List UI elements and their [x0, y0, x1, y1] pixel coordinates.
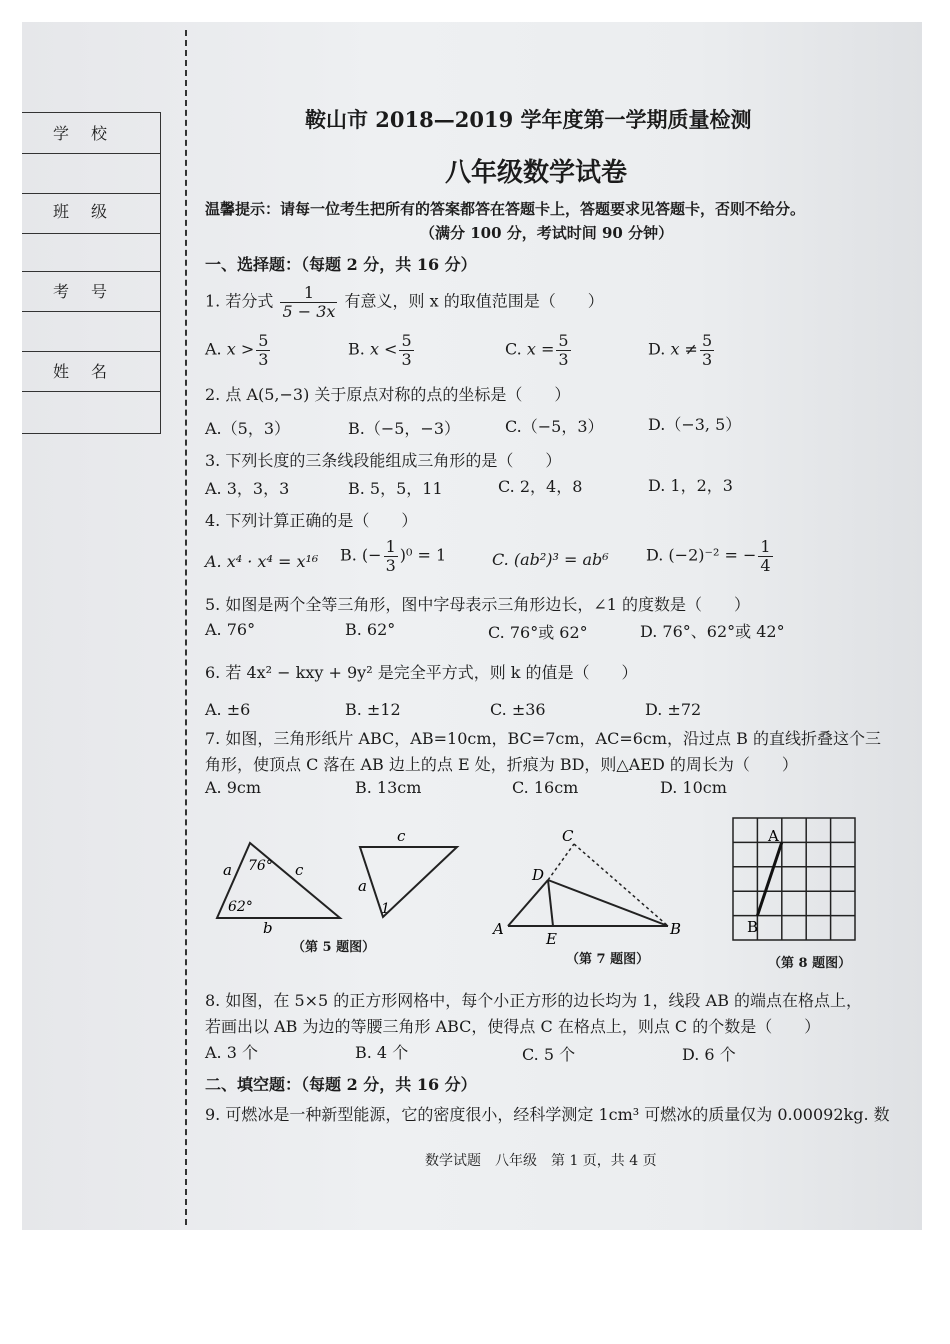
info-divider: [22, 233, 160, 234]
q1-option-d: [648, 332, 716, 368]
q1-option-b: [348, 332, 416, 368]
q1-b-lhs: x <: [369, 339, 398, 359]
q1-b-num: 5: [401, 331, 412, 350]
info-divider: [22, 351, 160, 352]
q1-c-lhs: x =: [526, 339, 555, 359]
q6-option-d: D. ±72: [645, 700, 702, 719]
q1-frac-den: 5 − 3x: [282, 301, 336, 321]
fig7-crease-bd: [548, 880, 668, 926]
info-divider: [22, 193, 160, 194]
q1-a-letter: A.: [205, 339, 222, 359]
q3-stem: 3. 下列长度的三条线段能组成三角形的是（ ）: [205, 451, 562, 470]
fig7-dashed-cb: [574, 844, 668, 926]
q1-d-num: 5: [701, 331, 713, 350]
q5-option-a: A. 76°: [205, 620, 256, 639]
q4-d-prefix: D. (−2)⁻² = −: [646, 545, 757, 565]
q1-c-letter: C.: [505, 339, 522, 359]
q1-d-den: 3: [701, 349, 713, 369]
fig5-right-a: a: [358, 877, 367, 895]
q1-c-frac: [556, 332, 570, 368]
q2-option-d: D.（−3, 5）: [648, 415, 742, 434]
q4-b-frac: [384, 538, 398, 574]
q8-option-a: A. 3 个: [205, 1043, 258, 1062]
fig5-caption: （第 5 题图）: [292, 940, 376, 955]
name-label: 姓名: [52, 362, 129, 381]
exam-number-label: 考号: [52, 282, 129, 301]
q7-option-d: D. 10cm: [660, 778, 727, 797]
q4-d-num: 1: [760, 537, 771, 556]
notice: 温馨提示：请每一位考生把所有的答案都答在答题卡上，答题要求见答题卡，否则不给分。: [205, 200, 806, 218]
q2-option-c: C.（−5，3）: [505, 417, 604, 436]
fig7-label-e: E: [546, 930, 557, 947]
fig5-right-one: 1: [381, 901, 390, 917]
q1-a-den: 3: [258, 349, 269, 369]
q4-b-den: 3: [385, 555, 396, 575]
q4-d-frac: [758, 538, 772, 574]
q8-option-c: C. 5 个: [522, 1045, 576, 1064]
q4-b-num: 1: [385, 537, 396, 556]
q4-option-c: C. (ab²)³ = ab⁶: [492, 550, 609, 569]
q7-stem-line2: 角形，使顶点 C 落在 AB 边上的点 E 处，折痕为 BD，则△AED 的周长为（ ）: [205, 755, 798, 774]
q1-a-num: 5: [258, 331, 269, 350]
q5-option-c: C. 76°或 62°: [488, 623, 588, 642]
fig7-line-de: [548, 880, 553, 926]
q1-b-frac: [399, 332, 413, 368]
q7-stem-line1: 7. 如图，三角形纸片 ABC，AB=10cm，BC=7cm，AC=6cm，沿过点 B 的直线折叠这个三: [205, 729, 881, 748]
figure-5: [205, 825, 475, 945]
q1-d-lhs: x ≠: [670, 339, 698, 359]
q4-option-a: A. x⁴ · x⁴ = x¹⁶: [205, 552, 319, 571]
q1-a-frac: [256, 332, 270, 368]
q3-option-b: B. 5，5，11: [348, 479, 443, 498]
fig7-label-d: D: [532, 866, 545, 884]
q3-option-d: D. 1，2，3: [648, 476, 733, 495]
section1-heading: 一、选择题：（每题 2 分，共 16 分）: [205, 255, 477, 274]
fig5-angle-top: 76°: [248, 858, 273, 874]
fig5-left-c: c: [295, 861, 304, 879]
fig5-left-b: b: [263, 919, 273, 937]
q3-option-c: C. 2，4，8: [498, 477, 583, 496]
q5-option-d: D. 76°、62°或 42°: [640, 622, 785, 641]
q2-option-a: A.（5，3）: [205, 419, 291, 438]
fig5-triangle-right: [360, 847, 457, 917]
q1-fraction: [280, 284, 337, 320]
q4-option-b: [340, 538, 446, 574]
fig5-angle-bottom: 62°: [228, 899, 253, 915]
q3-option-a: A. 3，3，3: [205, 479, 290, 498]
q8-stem-line1: 8. 如图，在 5×5 的正方形网格中，每个小正方形的边长均为 1，线段 AB 的端点在格点上，: [205, 991, 863, 1010]
q7-option-c: C. 16cm: [512, 778, 579, 797]
fig7-label-c: C: [562, 827, 574, 845]
fig8-label-b: B: [747, 918, 759, 936]
fig5-left-a: a: [223, 861, 232, 879]
q1-option-a: [205, 332, 272, 368]
info-divider: [22, 271, 160, 272]
q1-c-den: 3: [558, 349, 569, 369]
q1-frac-num: 1: [280, 284, 337, 303]
q4-b-suffix: )⁰ = 1: [399, 545, 447, 565]
info-divider: [22, 391, 160, 392]
fig8-label-a: A: [768, 827, 779, 845]
q4-d-den: 4: [760, 555, 771, 575]
q4-stem: 4. 下列计算正确的是（ ）: [205, 511, 418, 530]
page-footer: 数学试题 八年级 第 1 页，共 4 页: [425, 1153, 657, 1169]
q1-b-letter: B.: [348, 339, 365, 359]
q7-option-a: A. 9cm: [205, 778, 262, 797]
score-time: （满分 100 分，考试时间 90 分钟）: [420, 224, 674, 242]
student-info-box: [22, 112, 161, 434]
exam-subtitle: 八年级数学试卷: [445, 158, 628, 188]
q2-option-b: B.（−5，−3）: [348, 419, 461, 438]
fig7-label-b: B: [670, 920, 682, 938]
q4-b-prefix: B. (−: [340, 545, 382, 565]
fig7-dashed-dc: [548, 844, 574, 880]
info-divider: [22, 153, 160, 154]
q1-stem: [205, 284, 604, 320]
q6-option-b: B. ±12: [345, 700, 401, 719]
q6-option-c: C. ±36: [490, 700, 546, 719]
q1-a-lhs: x >: [226, 339, 255, 359]
section2-heading: 二、填空题：（每题 2 分，共 16 分）: [205, 1075, 477, 1094]
fig7-caption: （第 7 题图）: [566, 952, 650, 967]
q1-suffix: 有意义，则 x 的取值范围是（ ）: [344, 291, 604, 311]
q7-option-b: B. 13cm: [355, 778, 422, 797]
q1-c-num: 5: [558, 331, 569, 350]
q9-stem: 9. 可燃冰是一种新型能源，它的密度很小，经科学测定 1cm³ 可燃冰的质量仅为 0.00092kg. 数: [205, 1105, 890, 1124]
school-label: 学校: [52, 124, 129, 143]
q8-stem-line2: 若画出以 AB 为边的等腰三角形 ABC，使得点 C 在格点上，则点 C 的个数是（ ）: [205, 1017, 821, 1036]
q8-option-b: B. 4 个: [355, 1043, 409, 1062]
q4-option-d: [646, 538, 775, 574]
figure-7: [490, 822, 690, 947]
q1-option-c: [505, 332, 573, 368]
exam-title: 鞍山市 2018—2019 学年度第一学期质量检测: [305, 107, 752, 132]
fig7-side-ad: [508, 880, 548, 926]
fig7-label-a: A: [493, 920, 504, 938]
q2-stem: 2. 点 A(5,−3) 关于原点对称的点的坐标是（ ）: [205, 385, 571, 404]
q6-option-a: A. ±6: [205, 700, 251, 719]
q5-option-b: B. 62°: [345, 620, 396, 639]
fig5-right-c: c: [397, 827, 406, 845]
binding-line: [185, 30, 187, 1225]
q1-d-letter: D.: [648, 339, 666, 359]
q1-prefix: 1. 若分式: [205, 291, 274, 311]
q8-option-d: D. 6 个: [682, 1045, 736, 1064]
class-label: 班级: [52, 202, 129, 221]
fig8-segment-ab: [757, 842, 781, 915]
q1-d-frac: [700, 332, 714, 368]
q5-stem: 5. 如图是两个全等三角形，图中字母表示三角形边长，∠1 的度数是（ ）: [205, 595, 751, 614]
figure-8: [730, 815, 860, 945]
q6-stem: 6. 若 4x² − kxy + 9y² 是完全平方式，则 k 的值是（ ）: [205, 663, 638, 682]
info-divider: [22, 311, 160, 312]
q1-b-den: 3: [401, 349, 412, 369]
fig8-caption: （第 8 题图）: [768, 956, 852, 971]
